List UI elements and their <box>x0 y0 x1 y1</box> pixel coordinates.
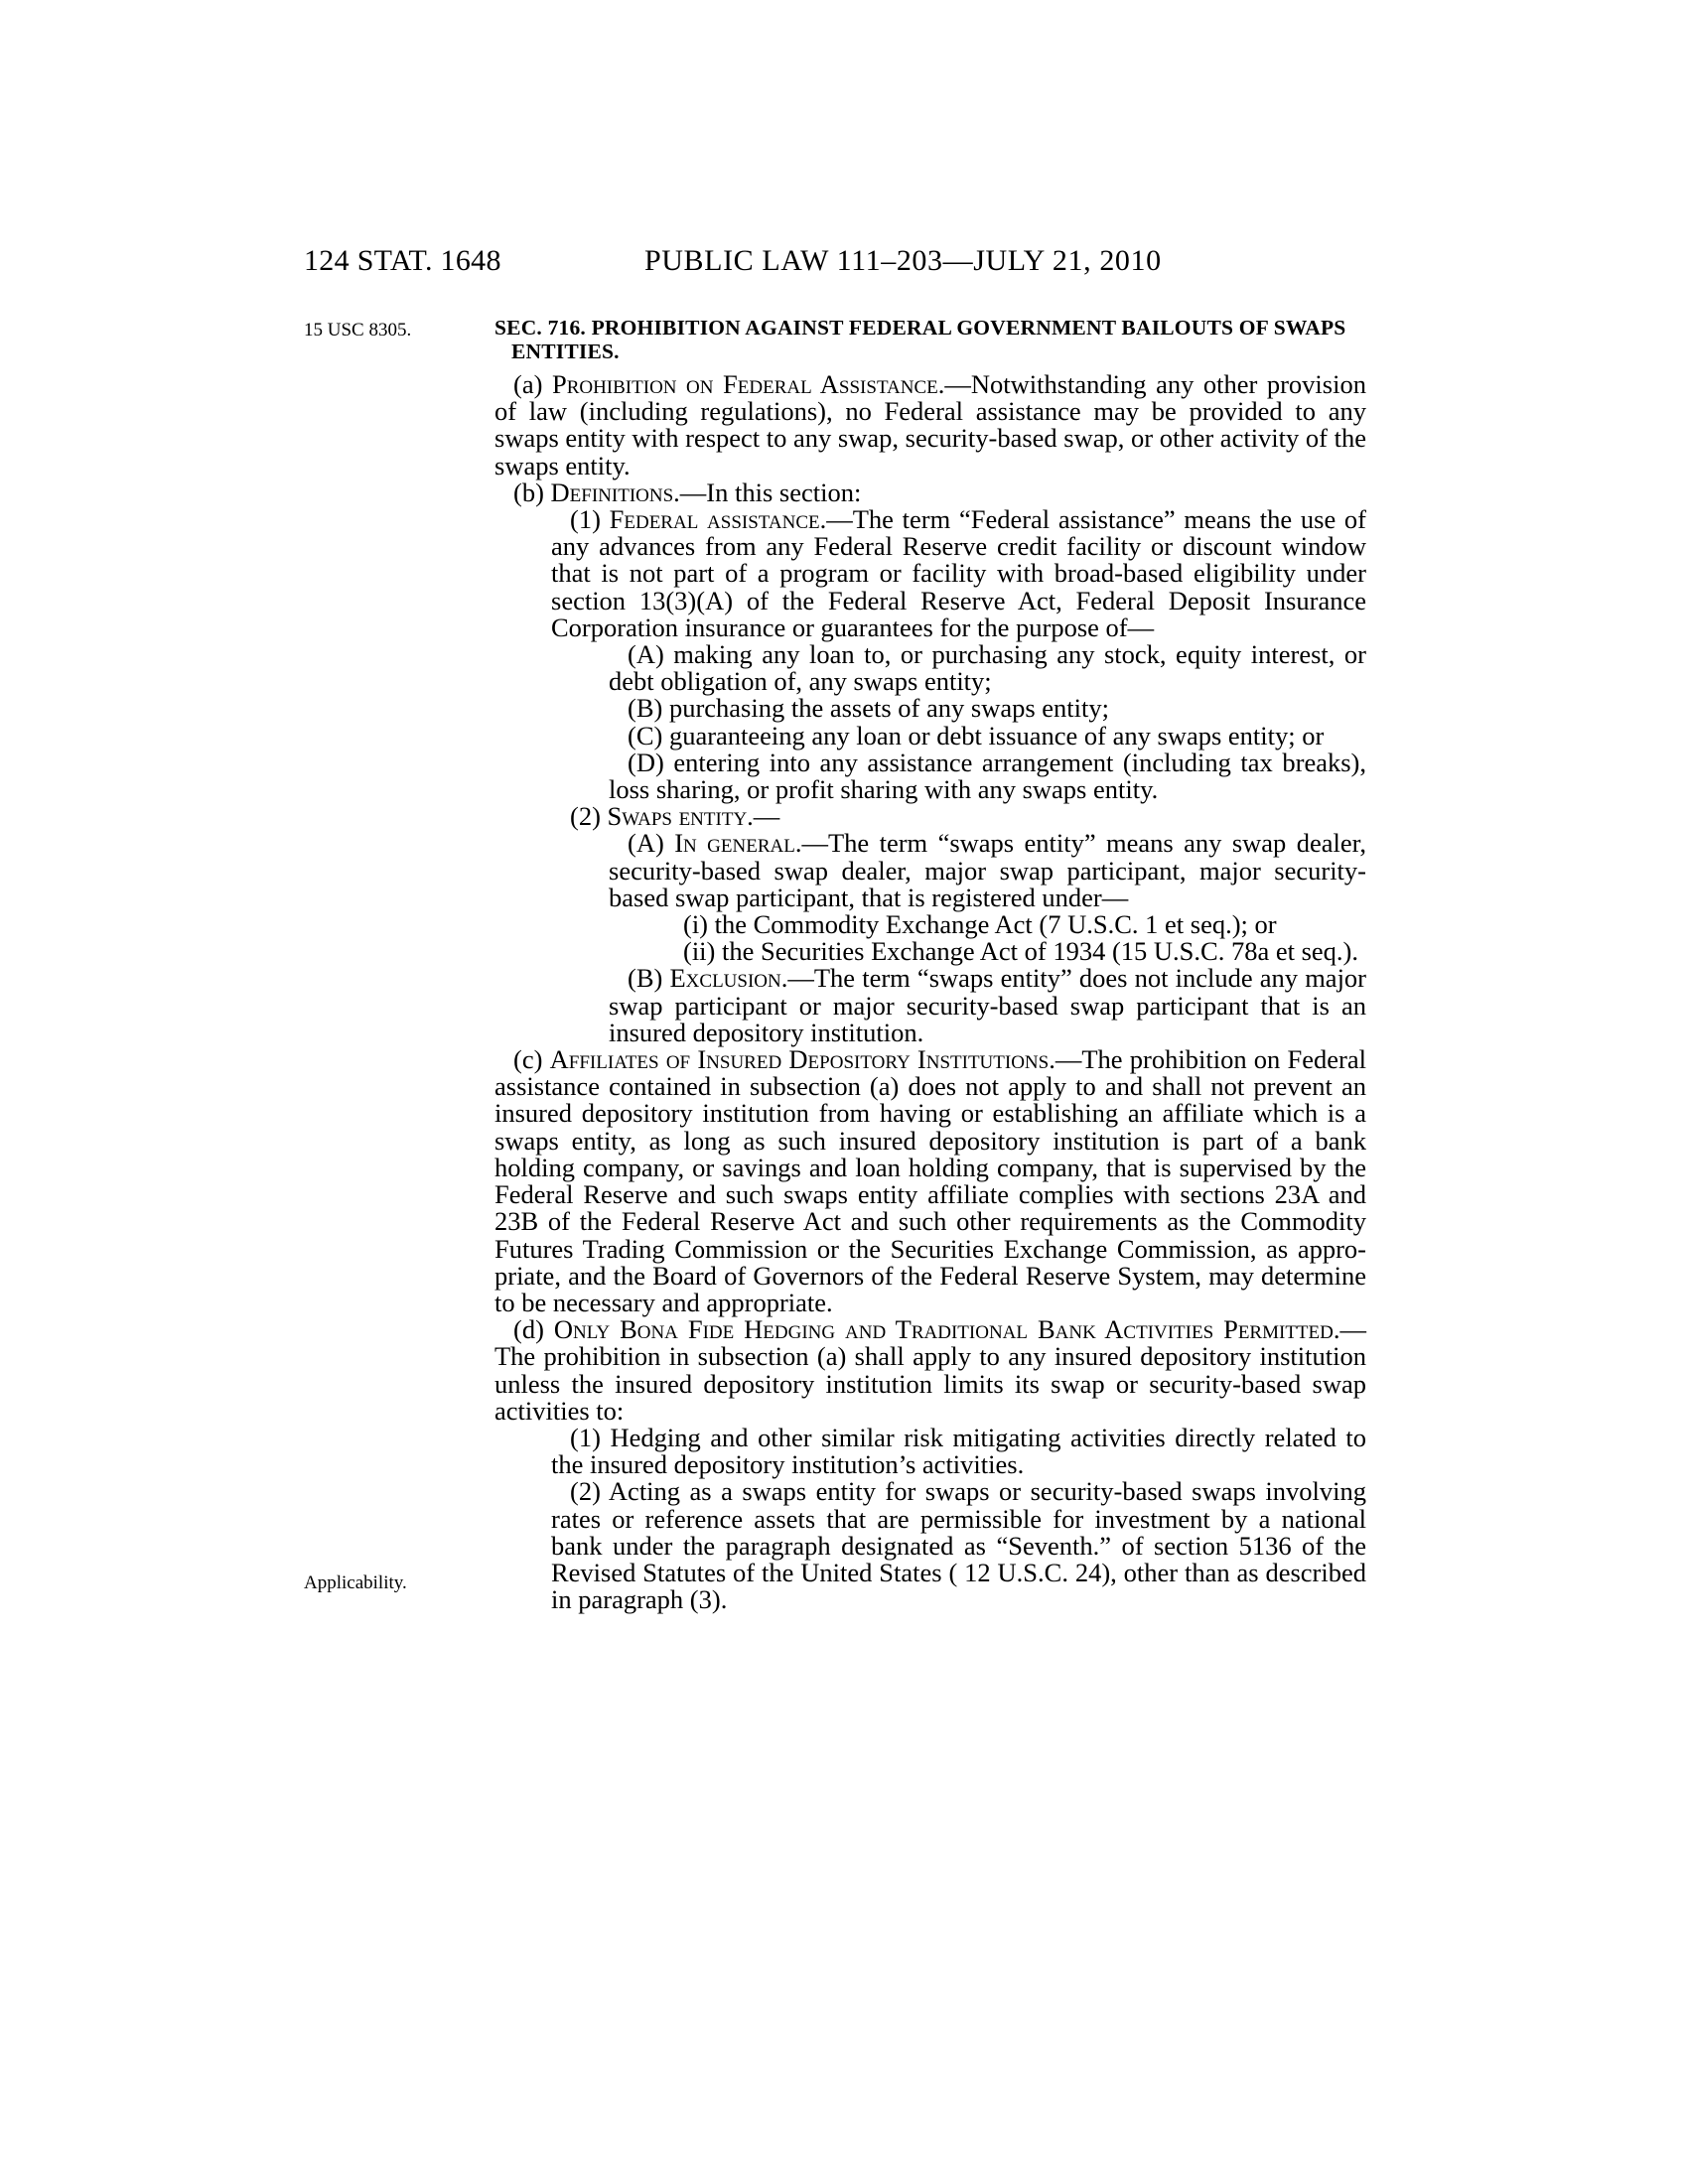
subsection-a-text: —Notwithstanding any other provision of law (including regulations), no Federal assistance may be provided to any swaps entity with respect to any swap, security-based swap, or other activity of the swaps entity. <box>494 369 1366 480</box>
paragraph-d2: (2) Acting as a swaps entity for swaps or security-based swaps involving rates or reference assets that are permissible for investment by a national bank under the paragraph designated as “Seventh.” of section 5136 of the Revised Statutes of the United States ( 12 U.S.C. 24), other than as described in paragraph (3). <box>551 1476 1366 1615</box>
clause-b2-b-number: (B) <box>628 963 670 994</box>
paragraph-b2-number: (2) <box>570 801 608 832</box>
clause-b2-a-title: In general. <box>674 828 802 859</box>
subsection-d-number: (d) <box>513 1314 554 1345</box>
subsection-d-text: —The prohibition in subsection (a) shall apply to any insured depository institution unless the insured depository institution limits its swap or security-based swap activities to: <box>494 1314 1366 1426</box>
subsection-b-title: Definitions. <box>550 477 680 507</box>
subsection-b-text: —In this section: <box>679 477 862 507</box>
paragraph-b2-title: Swaps entity. <box>607 801 754 832</box>
public-law-title: PUBLIC LAW 111–203—JULY 21, 2010 <box>644 244 1162 277</box>
clause-b1-c: (C) guaranteeing any loan or debt issuance of any swaps entity; or <box>628 720 1325 751</box>
clause-b2-a-text: —The term “swaps entity” means any swap dealer, security-based swap dealer, major swap participant, major security-based swap participant, that is registered under— <box>609 828 1367 912</box>
paragraph-b1 <box>494 506 1366 641</box>
subsection-c-number: (c) <box>513 1044 550 1075</box>
stat-page-reference: 124 STAT. 1648 <box>304 244 501 277</box>
section-heading: SEC. 716. PROHIBITION AGAINST FEDERAL GOVERNMENT BAILOUTS OF SWAPS ENTITIES. <box>494 316 1346 363</box>
clause-b2-b-title: Exclusion. <box>669 963 788 994</box>
clause-b2-b-text: —The term “swaps entity” does not include any major swap participant or major security-based swap participant that is an insured depository institution. <box>609 963 1367 1047</box>
applicability-note: Applicability. <box>304 1572 407 1593</box>
subsection-b <box>494 479 1366 506</box>
subsection-a-title: Prohibition on Federal Assistance. <box>551 369 945 399</box>
clause-b1-b: (B) purchasing the assets of any swaps entity; <box>628 693 1109 724</box>
usc-citation-note: 15 USC 8305. <box>304 320 412 341</box>
subsection-d <box>494 1316 1366 1425</box>
clause-b2-a <box>494 830 1366 911</box>
subsection-c-text: —The prohibition on Federal assistance contained in subsection (a) does not apply to and shall not prevent an insured depository institution from having or establishing an affiliate which is a swaps entity, as long as such insured depository institution is part of a bank holding company, or savings and loan holding company, that is supervised by the Federal Reserve and such swaps entity affiliate complies with sections 23A and 23B of the Federal Reserve Act and such other requirements as the Commodity Futures Trading Commission or the Securities Exchange Commission, as appropriate, and the Board of Governors of the Federal Reserve System, may determine to be necessary and appropriate. <box>494 1044 1367 1317</box>
subsection-d-title: Only Bona Fide Hedging and Traditional Bank Activities Permitted. <box>553 1314 1340 1345</box>
subsection-a-number: (a) <box>513 369 552 399</box>
item-b2-a-i: (i) the Commodity Exchange Act (7 U.S.C. 1 et seq.); or <box>683 909 1277 940</box>
page-header <box>304 244 1257 288</box>
clause-b2-b <box>494 965 1366 1046</box>
paragraph-b2-text: — <box>753 801 780 832</box>
clause-b1-d: (D) entering into any assistance arrangement (including tax breaks), loss sharing, or profit sharing with any swaps entity. <box>609 747 1366 805</box>
clause-b2-a-number: (A) <box>628 828 675 859</box>
subsection-b-number: (b) <box>513 477 551 507</box>
paragraph-b2 <box>494 803 1366 830</box>
paragraph-b1-title: Federal assistance. <box>609 504 827 535</box>
clause-b1-a: (A) making any loan to, or purchasing any stock, equity interest, or debt obligation of, any swaps entity; <box>609 639 1366 697</box>
paragraph-b1-number: (1) <box>570 504 610 535</box>
paragraph-b1-text: —The term “Federal assistance” means the use of any advances from any Federal Reserve credit facility or discount window that is not part of a program or facility with broad-based eligibility under section 13(3)(A) of the Federal Reserve Act, Federal Deposit Insurance Corporation insurance or guarantees for the purpose of— <box>551 504 1367 642</box>
item-b2-a-ii: (ii) the Securities Exchange Act of 1934 (15 U.S.C. 78a et seq.). <box>683 936 1359 967</box>
subsection-c-title: Affiliates of Insured Depository Institutions. <box>549 1044 1055 1075</box>
paragraph-d1: (1) Hedging and other similar risk mitigating activities directly related to the insured depository institution’s activities. <box>551 1422 1366 1480</box>
section-body <box>494 316 1366 1613</box>
subsection-c <box>494 1046 1366 1316</box>
subsection-a <box>494 371 1366 479</box>
